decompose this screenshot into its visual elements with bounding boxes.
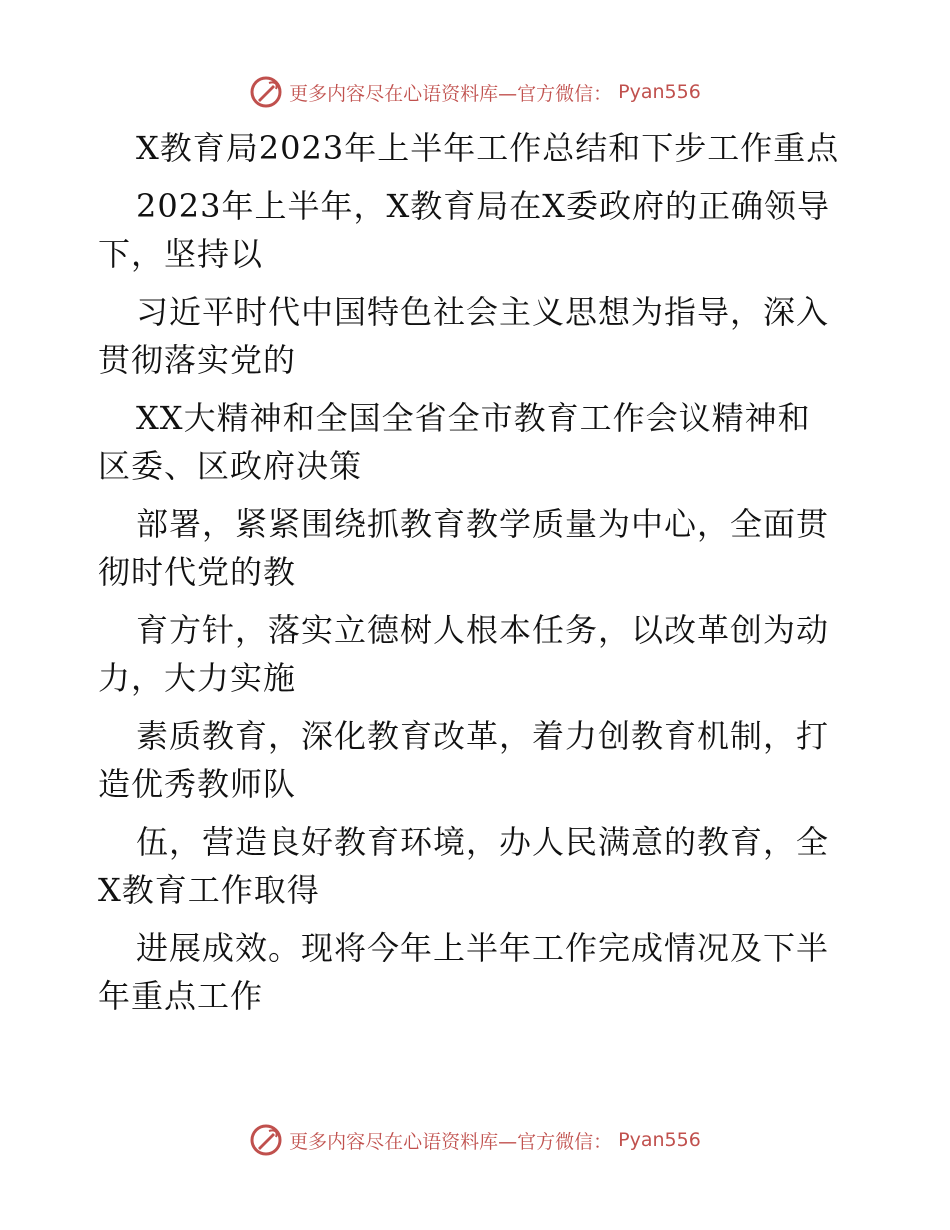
paragraph-line: 贯彻落实党的 <box>98 341 297 379</box>
header-promo-banner <box>0 72 950 112</box>
quill-logo-icon <box>249 75 283 109</box>
paragraph-line: 2023年上半年，X教育局在X委政府的正确领导 <box>136 187 831 225</box>
paragraph-line: XX大精神和全国全省全市教育工作会议精神和 <box>136 399 811 437</box>
paragraph-line: 习近平时代中国特色社会主义思想为指导，深入 <box>136 293 830 331</box>
promo-text: 更多内容尽在心语资料库—官方微信： <box>289 82 613 105</box>
paragraph-line: 彻时代党的教 <box>98 553 297 591</box>
promo-contact: Pyan556 <box>618 81 701 103</box>
document-title: X教育局2023年上半年工作总结和下步工作重点 <box>136 129 840 167</box>
paragraph-line: 伍，营造良好教育环境，办人民满意的教育，全 <box>136 823 830 861</box>
document-body <box>98 124 858 1020</box>
paragraph-line: 年重点工作 <box>98 977 264 1015</box>
footer-promo-banner <box>0 1120 950 1160</box>
paragraph-line: 下，坚持以 <box>98 235 264 273</box>
promo-text: 更多内容尽在心语资料库—官方微信： <box>289 1130 613 1153</box>
paragraph-line: 进展成效。现将今年上半年工作完成情况及下半 <box>136 929 830 967</box>
paragraph-line: 素质教育，深化教育改革，着力创教育机制，打 <box>136 717 830 755</box>
paragraph-line: 造优秀教师队 <box>98 765 297 803</box>
paragraph-line: X教育工作取得 <box>98 871 320 909</box>
paragraph-line: 部署，紧紧围绕抓教育教学质量为中心，全面贯 <box>136 505 830 543</box>
paragraph-line: 力，大力实施 <box>98 659 297 697</box>
promo-contact: Pyan556 <box>618 1129 701 1151</box>
quill-logo-icon <box>249 1123 283 1157</box>
paragraph-line: 区委、区政府决策 <box>98 447 363 485</box>
paragraph-line: 育方针，落实立德树人根本任务，以改革创为动 <box>136 611 830 649</box>
